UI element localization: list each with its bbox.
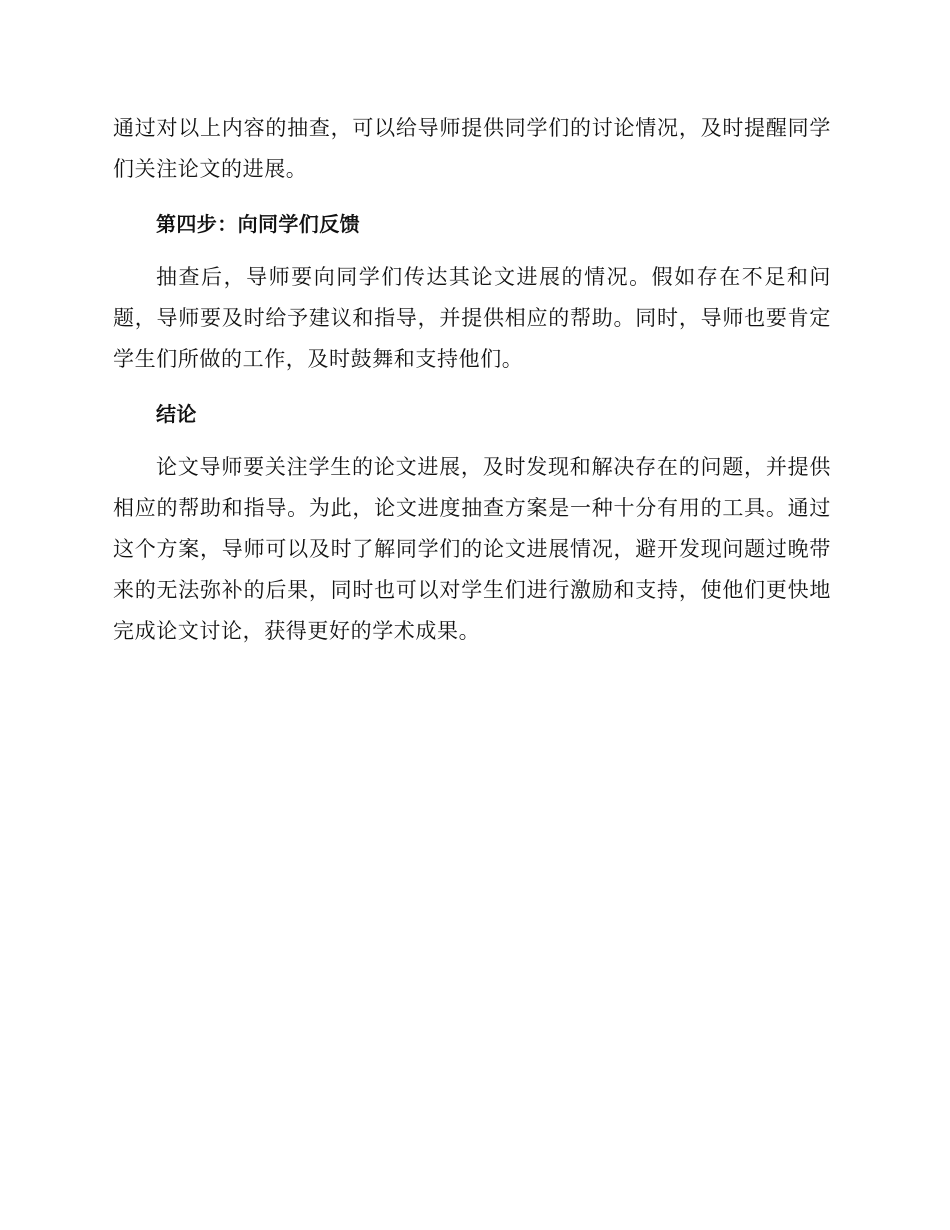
spacer <box>113 190 831 204</box>
conclusion-paragraph: 论文导师要关注学生的论文进展，及时发现和解决存在的问题，并提供相应的帮助和指导。为此，论文进度抽查方案是一种十分有用的工具。通过这个方案，导师可以及时了解同学们的论文进展情况，避开发现问题过晚带来的无法弥补的后果，同时也可以对学生们进行激励和支持，使他们更快地完成论文讨论，获得更好的学术成果。 <box>113 455 831 643</box>
intro-paragraph: 通过对以上内容的抽查，可以给导师提供同学们的讨论情况，及时提醒同学们关注论文的进展。 <box>113 116 831 181</box>
spacer <box>113 435 831 447</box>
spacer <box>113 245 831 257</box>
step4-heading: 第四步：向同学们反馈 <box>156 212 360 236</box>
conclusion-heading: 结论 <box>156 402 197 426</box>
spacer <box>113 380 831 394</box>
step4-paragraph: 抽查后，导师要向同学们传达其论文进展的情况。假如存在不足和问题，导师要及时给予建议和指导，并提供相应的帮助。同时，导师也要肯定学生们所做的工作，及时鼓舞和支持他们。 <box>113 265 831 371</box>
document-body <box>113 108 831 652</box>
